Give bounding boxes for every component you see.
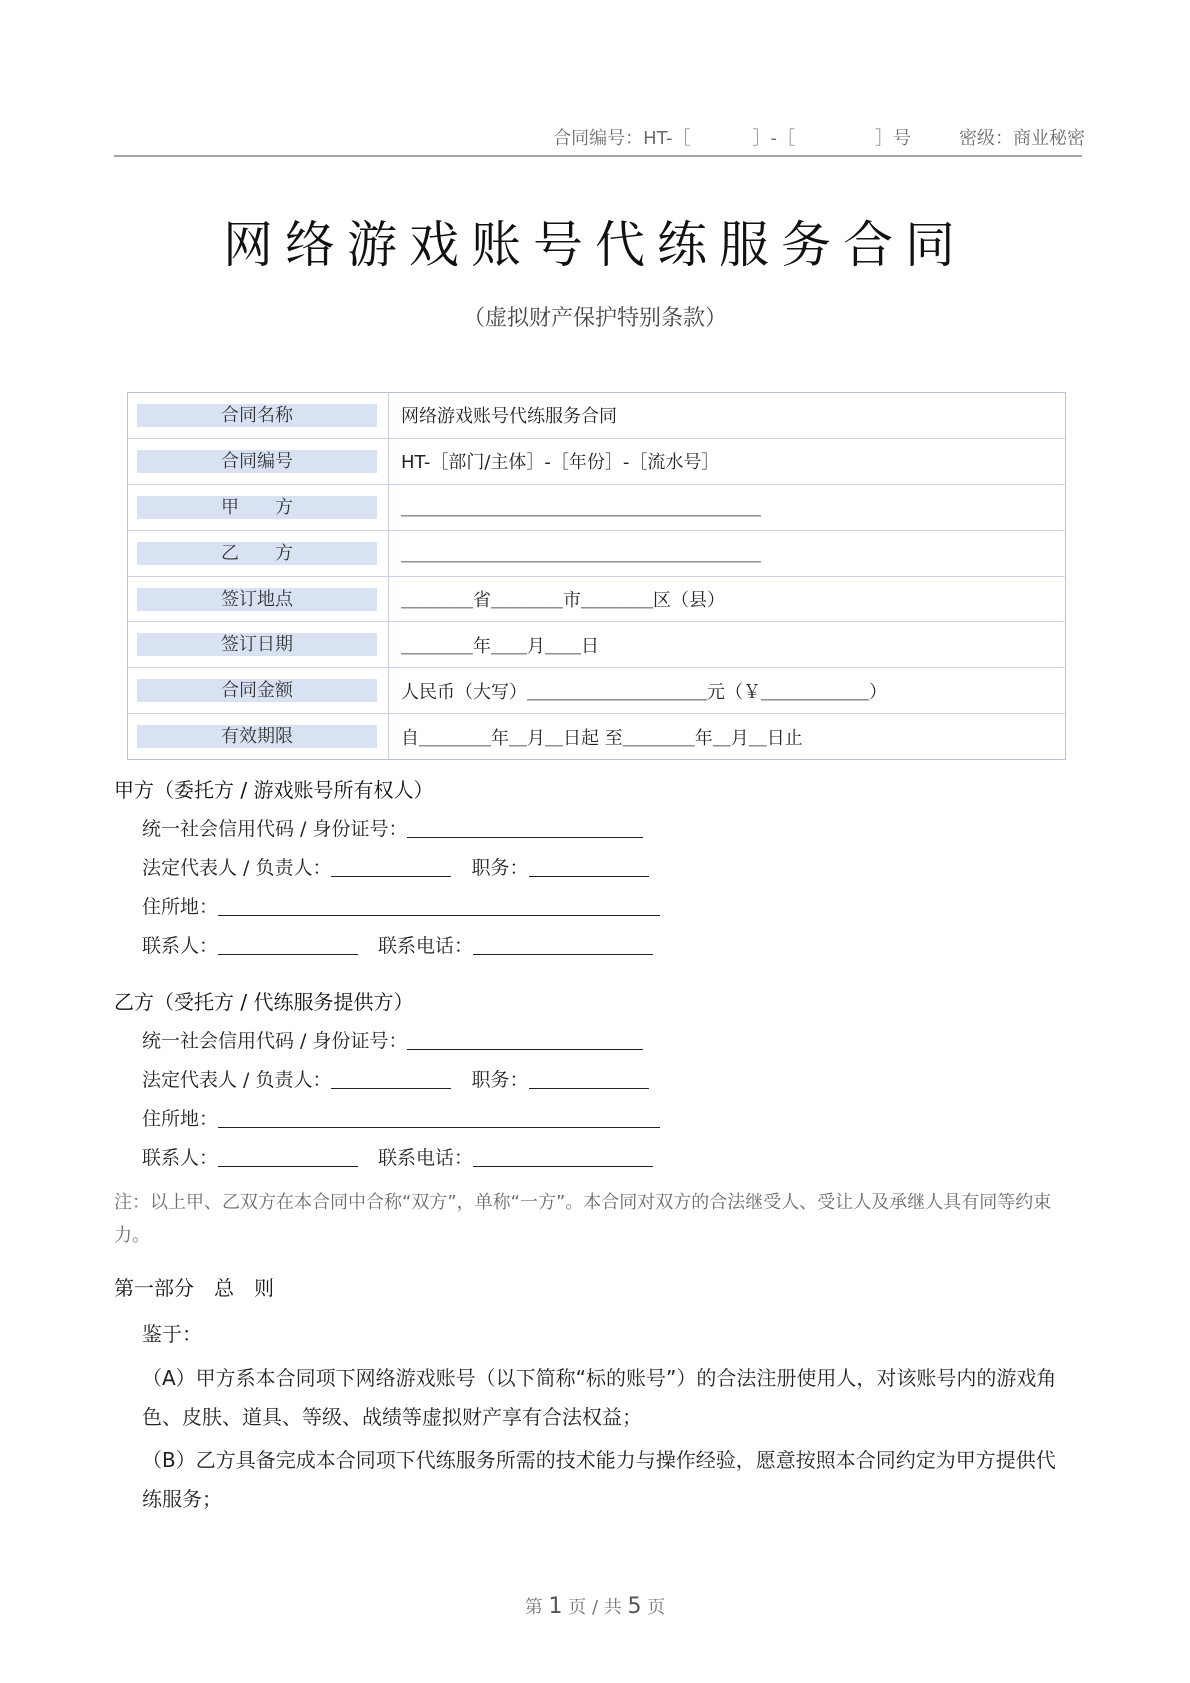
party-b-heading: 乙方（受托方 / 代练服务提供方） — [114, 990, 414, 1014]
credit-code-field[interactable] — [407, 1048, 643, 1050]
contact-field[interactable] — [218, 1165, 358, 1167]
party-a-address-line — [142, 892, 660, 919]
table-row — [128, 530, 1066, 576]
table-row — [128, 576, 1066, 622]
clause-b: （B）乙方具备完成本合同项下代练服务所需的技术能力与操作经验，愿意按照本合同约定为甲方提供代练服务； — [142, 1448, 1056, 1511]
row-key: 签订地点 — [137, 588, 377, 611]
party-a-rep-line — [142, 853, 649, 880]
table-row — [128, 714, 1066, 760]
row-value: ＿＿＿＿省＿＿＿＿市＿＿＿＿区（县） — [389, 576, 1066, 622]
secrecy-level: 密级：商业秘密 — [959, 128, 1085, 149]
address-field[interactable] — [218, 914, 660, 916]
phone-field[interactable] — [473, 953, 653, 955]
position-label: 职务： — [471, 1069, 529, 1091]
party-b-rep-line — [142, 1065, 649, 1092]
row-key: 甲 方 — [137, 496, 377, 519]
contact-label: 联系人： — [142, 935, 219, 957]
credit-code-field[interactable] — [407, 836, 643, 838]
contract-info-table — [127, 392, 1066, 760]
position-field[interactable] — [529, 1087, 649, 1089]
address-field[interactable] — [218, 1126, 660, 1128]
contract-no-prefix: 合同编号：HT-［ — [553, 128, 691, 149]
row-value: 人民币（大写）＿＿＿＿＿＿＿＿＿＿元（￥＿＿＿＿＿＿） — [389, 668, 1066, 714]
document-title: 网络游戏账号代练服务合同 — [223, 216, 967, 274]
page-suffix: 页 — [641, 1597, 666, 1618]
table-row — [128, 393, 1066, 439]
legal-rep-label: 法定代表人 / 负责人： — [142, 1069, 332, 1091]
row-value: ＿＿＿＿＿＿＿＿＿＿＿＿＿＿＿＿＿＿＿＿ — [389, 484, 1066, 530]
party-a-contact-line — [142, 931, 653, 958]
party-b-credit-line — [142, 1026, 643, 1053]
table-row — [128, 668, 1066, 714]
row-key: 乙 方 — [137, 542, 377, 565]
total-pages: 5 — [627, 1594, 642, 1619]
contact-label: 联系人： — [142, 1147, 219, 1169]
row-value: HT-［部门/主体］-［年份］-［流水号］ — [389, 438, 1066, 484]
contact-field[interactable] — [218, 953, 358, 955]
row-value: 网络游戏账号代练服务合同 — [389, 393, 1066, 439]
row-key: 签订日期 — [137, 633, 377, 656]
row-key: 合同编号 — [137, 450, 377, 473]
clause-a: （A）甲方系本合同项下网络游戏账号（以下简称“标的账号”）的合法注册使用人，对该账号内的游戏角色、皮肤、道具、等级、战绩等虚拟财产享有合法权益； — [142, 1366, 1057, 1429]
position-label: 职务： — [471, 857, 529, 879]
page-mid: 页 / 共 — [562, 1597, 628, 1618]
legal-rep-label: 法定代表人 / 负责人： — [142, 857, 332, 879]
document-subtitle: （虚拟财产保护特别条款） — [462, 306, 727, 331]
legal-rep-field[interactable] — [331, 1087, 451, 1089]
row-key: 有效期限 — [137, 725, 377, 748]
current-page: 1 — [548, 1594, 563, 1619]
whereas-label: 鉴于： — [142, 1322, 202, 1346]
address-label: 住所地： — [142, 1108, 219, 1130]
table-row — [128, 438, 1066, 484]
credit-code-label: 统一社会信用代码 / 身份证号： — [142, 1030, 408, 1052]
contract-number-header — [553, 124, 1085, 150]
page-prefix: 第 — [524, 1597, 549, 1618]
table-row — [128, 484, 1066, 530]
page-number — [0, 1593, 1190, 1619]
position-field[interactable] — [529, 875, 649, 877]
contract-no-suffix: ］号 — [875, 128, 911, 149]
header-divider — [114, 155, 1082, 157]
phone-label: 联系电话： — [378, 1147, 474, 1169]
credit-code-label: 统一社会信用代码 / 身份证号： — [142, 818, 408, 840]
parties-note: 注：以上甲、乙双方在本合同中合称“双方”，单称“一方”。本合同对双方的合法继受人、受让人及承继人具有同等约束力。 — [114, 1192, 1052, 1246]
party-a-credit-line — [142, 814, 643, 841]
phone-field[interactable] — [473, 1165, 653, 1167]
row-key: 合同名称 — [137, 404, 377, 427]
row-key: 合同金额 — [137, 679, 377, 702]
phone-label: 联系电话： — [378, 935, 474, 957]
table-row — [128, 622, 1066, 668]
party-b-address-line — [142, 1104, 660, 1131]
party-a-heading: 甲方（委托方 / 游戏账号所有权人） — [114, 778, 434, 802]
contract-no-mid: ］-［ — [752, 128, 795, 149]
row-value: ＿＿＿＿＿＿＿＿＿＿＿＿＿＿＿＿＿＿＿＿ — [389, 530, 1066, 576]
part-one-heading: 第一部分 总 则 — [114, 1276, 274, 1300]
row-value: ＿＿＿＿年＿＿月＿＿日 — [389, 622, 1066, 668]
legal-rep-field[interactable] — [331, 875, 451, 877]
address-label: 住所地： — [142, 896, 219, 918]
party-b-contact-line — [142, 1143, 653, 1170]
row-value: 自＿＿＿＿年＿月＿日起 至＿＿＿＿年＿月＿日止 — [389, 714, 1066, 760]
